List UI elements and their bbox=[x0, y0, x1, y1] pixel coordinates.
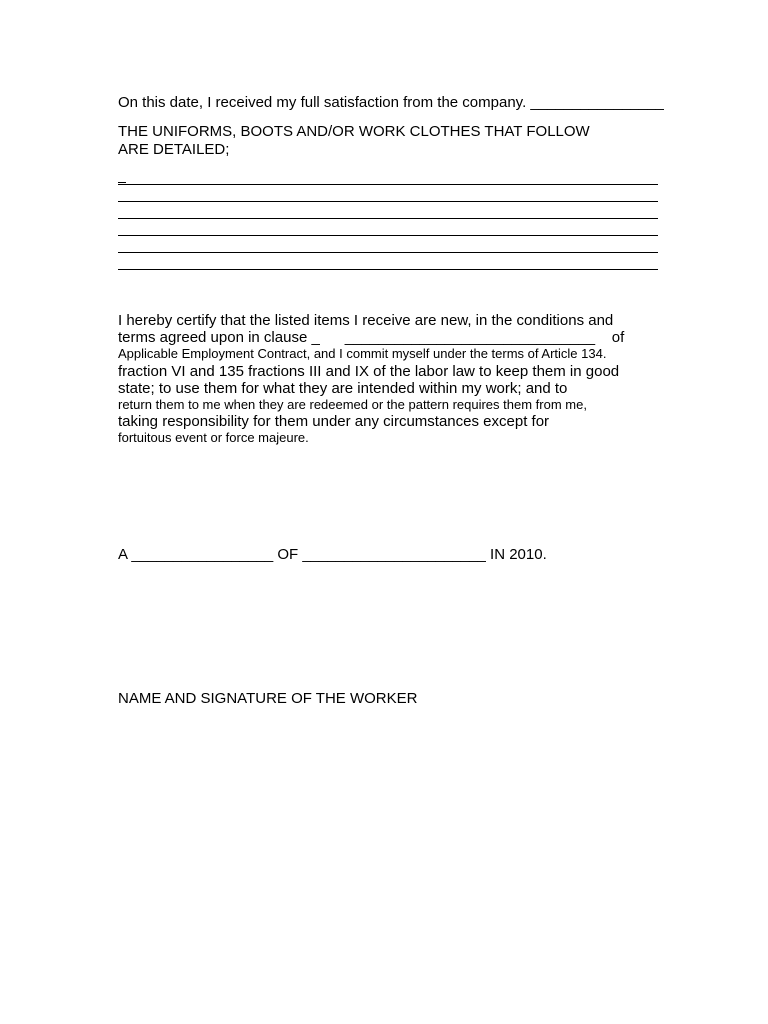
certify-line-8: fortuitous event or force majeure. bbox=[118, 430, 309, 445]
item-blank-line-1 bbox=[118, 184, 658, 185]
certify-line-5: state; to use them for what they are intended within my work; and to bbox=[118, 380, 568, 397]
item-blank-line-2 bbox=[118, 201, 658, 202]
signature-label: NAME AND SIGNATURE OF THE WORKER bbox=[118, 690, 418, 707]
item-blank-line-5 bbox=[118, 252, 658, 253]
certify-line-2: terms agreed upon in clause _ ______________________________ of bbox=[118, 329, 625, 346]
date-line: A _________________ OF ______________________ IN 2010. bbox=[118, 546, 547, 563]
item-blank-line-6 bbox=[118, 269, 658, 270]
item-blank-line-4 bbox=[118, 235, 658, 236]
certify-line-7: taking responsibility for them under any circumstances except for bbox=[118, 413, 550, 430]
heading-line-1: THE UNIFORMS, BOOTS AND/OR WORK CLOTHES THAT FOLLOW bbox=[118, 123, 590, 140]
certify-line-6: return them to me when they are redeemed or the pattern requires them from me, bbox=[118, 397, 587, 412]
certify-line-4: fraction VI and 135 fractions III and IX of the labor law to keep them in good bbox=[118, 363, 620, 380]
heading-line-2: ARE DETAILED; bbox=[118, 141, 230, 158]
intro-line: On this date, I received my full satisfaction from the company. ________________ bbox=[118, 94, 664, 111]
item-blank-line-3 bbox=[118, 218, 658, 219]
blank-line-start-mark bbox=[118, 182, 126, 183]
certify-line-1: I hereby certify that the listed items I receive are new, in the conditions and bbox=[118, 312, 614, 329]
certify-line-3: Applicable Employment Contract, and I commit myself under the terms of Article 134. bbox=[118, 346, 607, 361]
